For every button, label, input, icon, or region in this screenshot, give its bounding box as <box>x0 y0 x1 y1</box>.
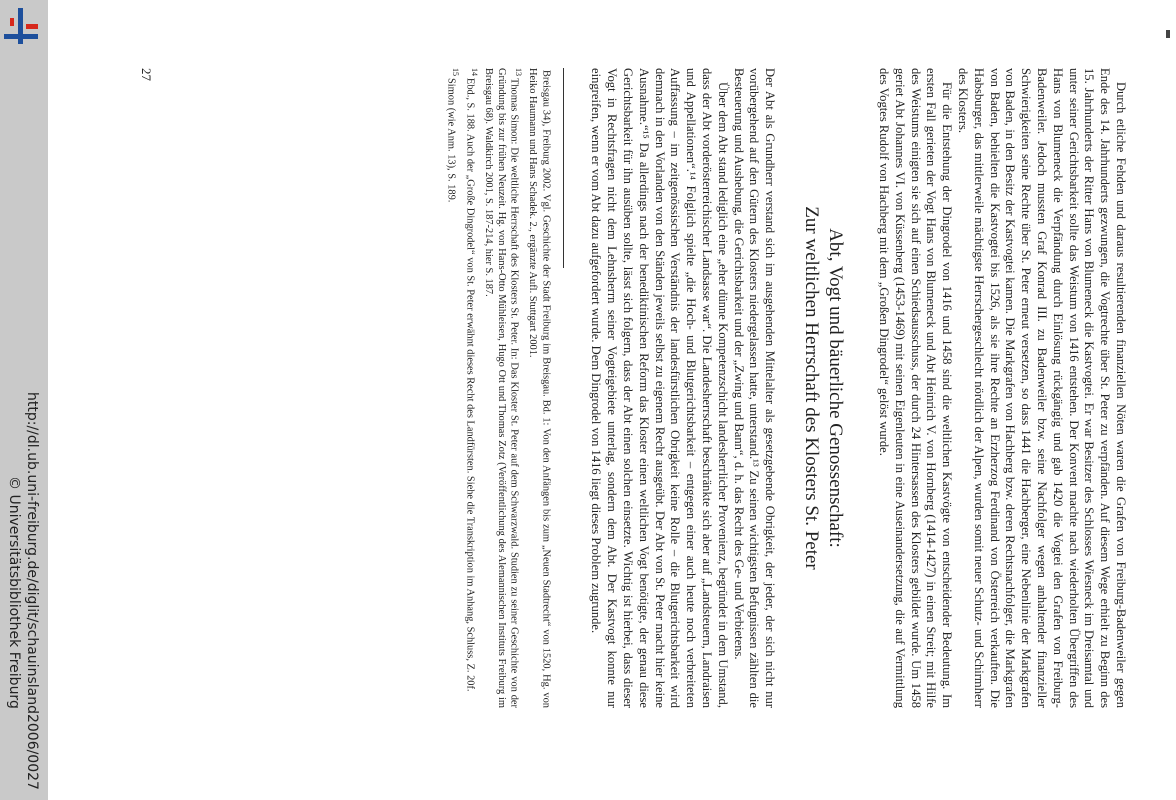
library-logo[interactable] <box>4 8 38 48</box>
copyright-notice: © Universitätsbibliothek Freiburg <box>6 476 22 709</box>
footnote-continued <box>526 68 556 708</box>
source-url[interactable]: http://dl.ub.uni-freiburg.de/diglit/schauinsland2006/0027 <box>24 392 40 790</box>
section-heading-line-1: Abt, Vogt und bäuerliche Genossenschaft: <box>825 228 847 548</box>
footnote-number: 15 <box>451 68 461 76</box>
paragraph-1: Durch etliche Fehden und daraus resultierenden finanziellen Nöten waren die Grafen von Freiburg-Badenweiler gegen Ende des 14. Jahrhunderts gezwungen, die Vogtrechte über St. Peter zu verpfänden. Auf diesem Wege erhielt zu Beginn des 15. Jahrhunderts der Ritter Hans von Blumeneck die Kastvogtei. Er war Besitzer des Schlosses Wiesneck im Dreisamtal und unter seiner Gerichtsbarkeit sollte das Weistum von 1416 entstehen. Der Konvent machte nach wiederholten Übergriffen des Hans von Blumeneck die Verpfändung durch Einlösung rückgängig und gab 1420 die Vogtei den Grafen von Freiburg-Badenweiler. Jedoch mussten Graf Konrad III. zu Badenweiler bzw. seine Nachfolger wegen anhaltender finanzieller Schwierigkeiten seine Rechte über St. Peter erneut versetzen, so dass 1441 die Hachberger, eine Nebenlinie der Markgrafen von Baden, in den Besitz der Kastvogtei kamen. Die Markgrafen von Hachberg bzw. deren Rechtsnachfolger, die Markgrafen von Baden, behielten die Kastvogtei bis 1526, als sie ihre Rechte an Erzherzog Ferdinand von Österreich verkauften. Die Habsburger, das mittlerweile mächtigste Herrschergeschlecht nördlich der Alpen, wurden somit neuer Schutz- und Schirmherr des Klosters. <box>956 68 1128 708</box>
paragraph-2: Für die Entstehung der Dingrodel von 1416 und 1458 sind die weltlichen Kastvögte von entscheidender Bedeutung. Im ersten Fall gerieten der Vogt Hans von Blumeneck und Abt Heinrich V. von Hornberg (1414-1427) in einen Streit; mit Hilfe des Weistums einigten sie sich auf einen Schiedsausschuss, der durch 24 Hintersassen des Klosters gebildet wurde. Um 1458 geriet Abt Johannes VI. von Küssenberg (1453-1469) mit seinen Eigenleuten in eine Auseinandersetzung, die auf Vermittlung des Vogtes Rudolf von Hachberg mit dem „Großen Dingrodel“ gelöst wurde. <box>877 68 955 708</box>
scanned-page <box>48 0 1176 800</box>
footnote-text: Simon (wie Anm. 13), S. 189. <box>445 78 457 203</box>
page-number: 27 <box>139 68 154 81</box>
footnote-14 <box>463 68 480 708</box>
footnote-number: 14 <box>469 68 479 76</box>
paragraph-3: Der Abt als Grundherr verstand sich im ausgehenden Mittelalter als gesetzgebende Obrigkeit, der jeder, der sich nicht nur vorübergehend auf den Gütern des Klosters niedergelassen hatte, unterstand.¹³ Zu seinen wichtigsten Befugnissen zählten die Besteuerung und Aushebung, die Gerichtsbarkeit und der „Zwing und Bann“, d. h. das Recht des Ge- und Verbietens. <box>731 68 778 708</box>
logo-horizontal-bar <box>4 34 38 39</box>
section-heading <box>799 68 847 708</box>
footnote-divider <box>563 68 564 268</box>
viewer-sidebar <box>0 0 48 800</box>
footnote-text: Thomas Simon: Die weltliche Herrschaft des Klosters St. Peter. In: Das Kloster St. Peter auf dem Schwarzwald. Studien zu seiner Geschichte von der Gründung bis zur frühen Neuzeit. Hg. von Hans-Otto Mühleisen, Hugo Ott und Thomas Zotz (Veröffentlichung des Alemannischen Instituts Freiburg im Breisgau 68). Waldkirch 2001, S. 187-214, hier S. 187. <box>482 68 520 708</box>
footnote-number: 13 <box>514 68 524 76</box>
logo-red-bar <box>26 24 38 29</box>
footnote-text: Breisgau 34), Freiburg 2002. Vgl. Geschichte der Stadt Freiburg im Breisgau. Bd. 1: Von den Anfängen bis zum „Neuen Stadtrecht“ von 1520, Hg. von Heiko Haumann und Hans Schadek. 2., ergänzte Aufl. Stuttgart 2001. <box>527 68 552 708</box>
paragraph-4: Über dem Abt stand lediglich eine „eher dünne Kompetenzschicht landesherrlicher Provenienz, begründet in dem Umstand, dass der Abt vorderösterreichischer Landsasse war“. Die Landesherrschaft beschränkte sich aber auf „Landsteuern, Landraisen und Appellationen“.¹⁴ Folglich spielte „die Hoch- und Blutgerichtsbarkeit – entgegen einer auch heute noch verbreiteten Auffassung – im zeitgenössischen Verständnis der landesfürstlichen Obrigkeit keine Rolle – die Blutgerichtsbarkeit wird demnach in den Vorlanden von den Ständen jeweils selbst zu eigenem Recht ausgeübt. Der Abt von St. Peter macht hier keine Ausnahme.“¹⁵ Da allerdings nach der benediktinischen Reform das Kloster einen weltlichen Vogt benötigte, der genau diese Gerichtsbarkeit für ihn ausüben sollte, lässt sich folgern, dass der Abt einen solchen einsetzte. Wichtig ist hierbei, dass dieser Vogt in Rechtsfragen nicht dem Lehnsherrn seiner Vogteigebiete unterlag, sondern dem Abt. Der Kastvogt konnte nur eingreifen, wenn er vom Abt dazu aufgefordert wurde. Dem Dingrodel von 1416 liegt dieses Problem zugrunde. <box>589 68 730 708</box>
footnote-13 <box>482 68 525 708</box>
logo-red-mark <box>10 18 14 26</box>
page-content <box>128 68 1128 708</box>
footnotes <box>445 68 564 708</box>
footnote-15 <box>445 68 462 708</box>
footnote-text: Ebd., S. 188. Auch der „Große Dingrodel“ von St. Peter erwähnt dieses Recht des Landfürsten. Siehe die Transkription im Anhang, Schluss, Z. 20f. <box>464 78 476 692</box>
section-heading-line-2: Zur weltlichen Herrschaft des Klosters St. Peter <box>801 206 823 570</box>
scan-edge-mark <box>1166 30 1170 38</box>
